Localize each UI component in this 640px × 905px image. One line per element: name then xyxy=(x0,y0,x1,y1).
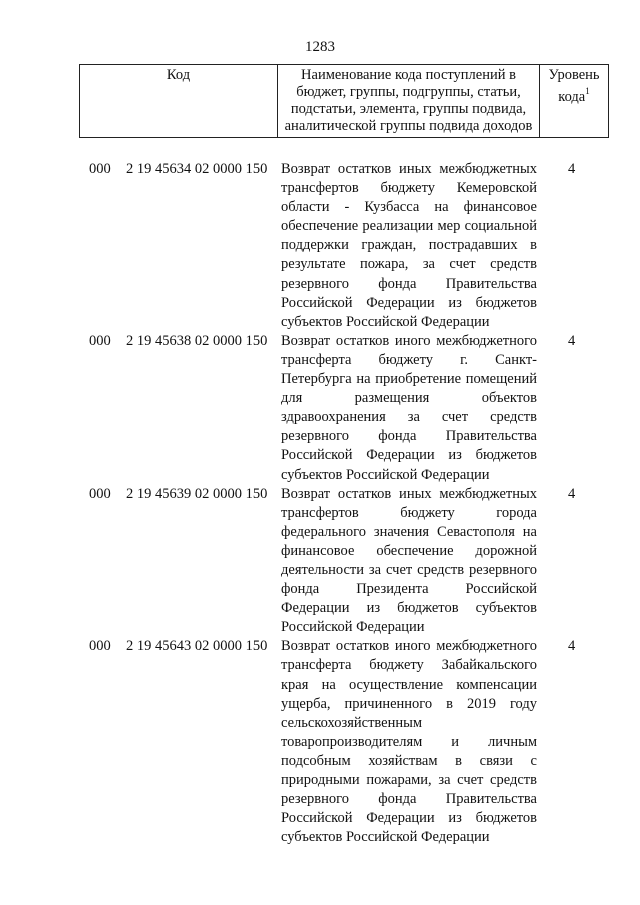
row-name: Возврат остатков иного межбюджетного трансферта бюджету Забайкальского края на осуществление компенсации ущерба, причиненного в 2019 году сельскохозяйственным товаропроизводителям и личным подсобным хозяйствам в связи с природными пожарами, за счет средств резервного фонда Правительства Российской Федерации из бюджетов субъектов Российской Федерации xyxy=(281,638,537,846)
row-admin-code: 000 xyxy=(89,332,111,349)
header-code xyxy=(80,65,278,138)
header-level-label: Уровень кода xyxy=(548,67,600,105)
row-code: 2 19 45638 02 0000 150 xyxy=(126,332,268,349)
row-name: Возврат остатков иных межбюджетных трансфертов бюджету города федерального значения Севастополя на финансовое обеспечение дорожной деятельности за счет средств резервного фонда Президента Российской Федерации из бюджетов субъектов Российской Федерации xyxy=(281,485,537,636)
header-code-label: Код xyxy=(166,67,191,83)
header-table xyxy=(79,64,609,138)
header-name-label: Наименование кода поступлений в бюджет, группы, подгруппы, статьи, подстатьи, элемента, группы подвида, аналитической группы подвида доходов xyxy=(284,67,533,134)
row-name: Возврат остатков иных межбюджетных трансфертов бюджету Кемеровской области - Кузбасса на финансовое обеспечение реализации мер социальной поддержки граждан, пострадавших в результате пожара, за счет средств резервного фонда Правительства Российской Федерации из бюджетов субъектов Российской Федерации xyxy=(281,161,537,330)
row-level: 4 xyxy=(568,638,576,655)
row-level: 4 xyxy=(568,485,576,502)
row-admin-code: 000 xyxy=(89,161,111,177)
row-admin-code: 000 xyxy=(89,638,111,655)
row-code: 2 19 45643 02 0000 150 xyxy=(126,638,268,655)
table-row xyxy=(0,485,640,638)
table-row xyxy=(0,160,640,332)
table-row xyxy=(0,332,640,485)
row-name: Возврат остатков иного межбюджетного трансферта бюджету г. Санкт-Петербурга на приобретение помещений для размещения объектов здравоохранения за счет средств резервного фонда Правительства Российской Федерации из бюджетов субъектов Российской Федерации xyxy=(281,332,537,483)
row-admin-code: 000 xyxy=(89,485,111,502)
row-level: 4 xyxy=(568,332,576,349)
code-list xyxy=(0,160,640,847)
row-level: 4 xyxy=(568,161,576,177)
row-code: 2 19 45639 02 0000 150 xyxy=(126,485,268,502)
row-code: 2 19 45634 02 0000 150 xyxy=(126,161,268,177)
table-row xyxy=(0,637,640,847)
header-row xyxy=(80,65,609,138)
header-level xyxy=(540,65,609,138)
page-number: 1283 xyxy=(305,39,335,55)
header-level-footnote: 1 xyxy=(585,86,590,96)
header-name xyxy=(278,65,540,138)
